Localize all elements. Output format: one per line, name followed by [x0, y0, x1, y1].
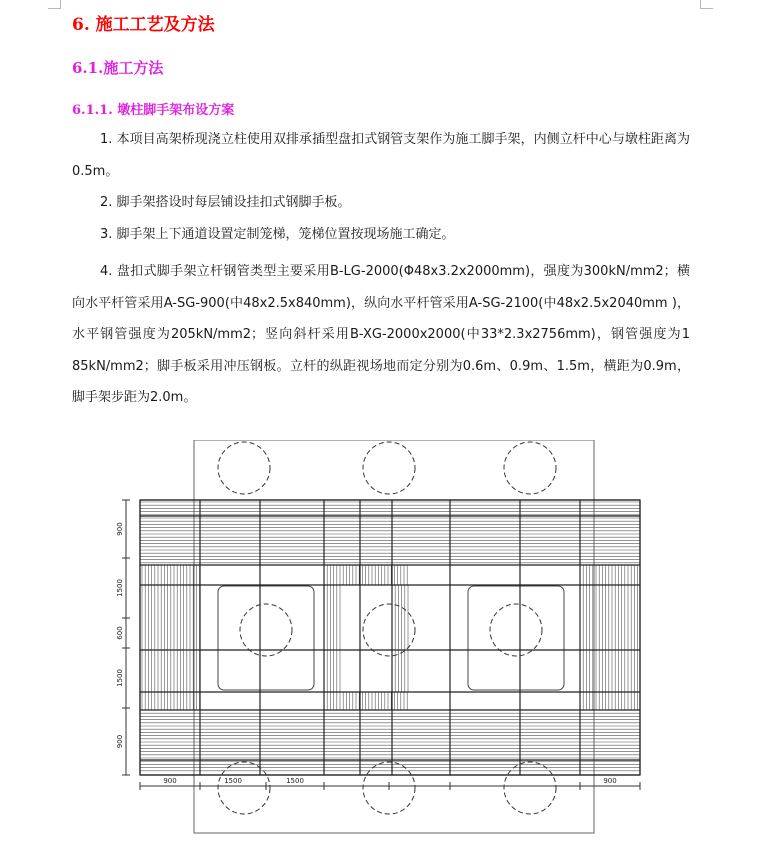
- left-dimension-label: 900: [116, 522, 124, 536]
- subsection-heading: 6.1.施工方法: [72, 59, 164, 77]
- pier-column-circle: [504, 762, 556, 814]
- platform-outline: [140, 500, 640, 775]
- left-dimension-label: 600: [116, 626, 124, 640]
- bottom-dimension-label: 1500: [224, 777, 242, 785]
- paragraph-4: 4. 盘扣式脚手架立杆钢管类型主要采用B-LG-2000(Φ48x3.2x2000mm)，强度为300kN/mm2；横向水平杆管采用A-SG-900(中48x2.5x840mm)，纵向水平杆管采用A-SG-2100(中48x2.5x2040mm )，水平钢管强度为205kN/mm2；竖向斜杆采用B-XG-2000x2000(中33*2.3x2756mm)，钢管强度为1 85kN/mm2；脚手板采用冲压钢板。立杆的纵距视场地而定分别为0.6m、0.9m、1.5m，横距为0.9m，脚手架步距为2.0m。: [72, 264, 690, 405]
- paragraph-2: 2. 脚手架搭设时每层铺设挂扣式钢脚手板。: [100, 195, 351, 210]
- pier-column-circle: [218, 442, 270, 494]
- page-corner-mark-right: [700, 0, 713, 9]
- pier-column-circle: [504, 442, 556, 494]
- left-dimension-label: 1500: [116, 579, 124, 597]
- scaffold-layout-drawing: [110, 440, 650, 840]
- pier-column-circle: [363, 442, 415, 494]
- section-heading: 6. 施工工艺及方法: [72, 15, 215, 35]
- bottom-dimension-label: 900: [163, 777, 177, 785]
- left-dimension-label: 1500: [116, 669, 124, 687]
- page-corner-mark-left: [48, 0, 61, 9]
- paragraph-1: 1. 本项目高架桥现浇立柱使用双排承插型盘扣式钢管支架作为施工脚手架，内侧立杆中心与墩柱距离为 0.5m。: [72, 132, 690, 179]
- left-dimension-label: 900: [116, 734, 124, 749]
- bottom-dimension-label: 900: [603, 777, 617, 785]
- sub-subsection-heading: 6.1.1. 墩柱脚手架布设方案: [72, 103, 235, 118]
- bottom-dimension-label: 1500: [286, 777, 304, 785]
- pier-column-circle: [363, 604, 415, 656]
- pier-column-circle: [218, 762, 270, 814]
- paragraph-3: 3. 脚手架上下通道设置定制笼梯，笼梯位置按现场施工确定。: [100, 227, 455, 242]
